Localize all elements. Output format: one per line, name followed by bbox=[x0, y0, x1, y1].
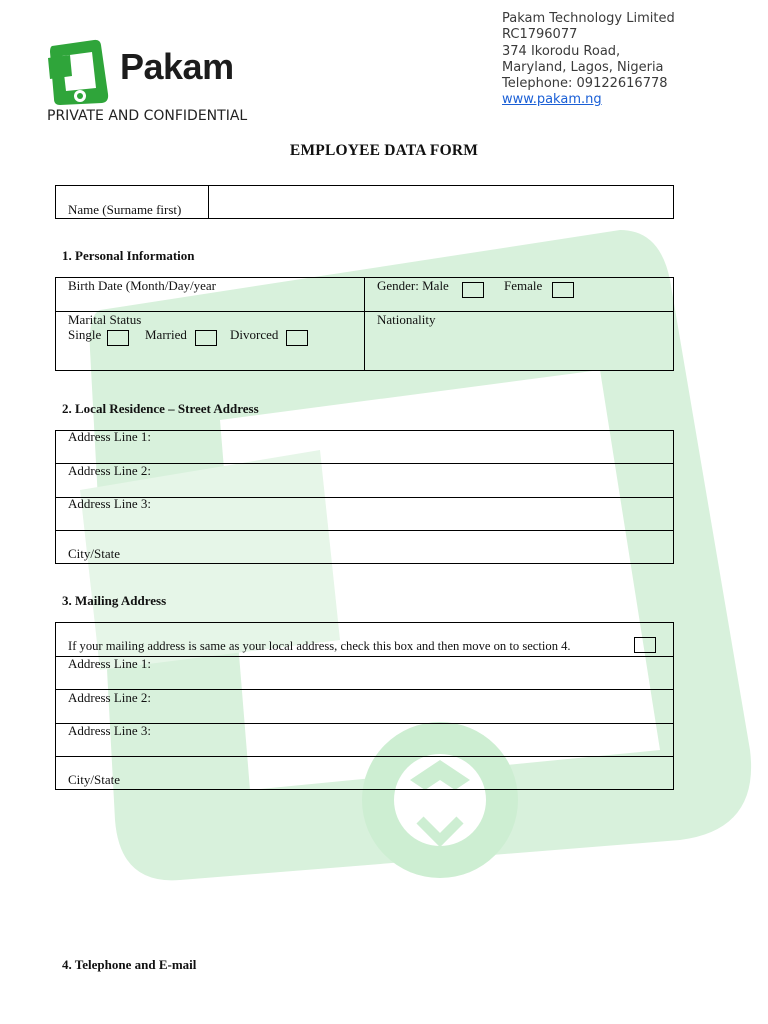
mailing-city-state-field[interactable] bbox=[150, 758, 672, 788]
mailing-address-line1-label: Address Line 1: bbox=[68, 656, 152, 671]
single-checkbox[interactable] bbox=[107, 330, 129, 346]
divider bbox=[55, 756, 674, 757]
gender-male-checkbox[interactable] bbox=[462, 282, 484, 298]
divorced-checkbox[interactable] bbox=[286, 330, 308, 346]
website-link[interactable]: www.pakam.ng bbox=[502, 92, 602, 108]
company-line: 374 Ikorodu Road, bbox=[502, 43, 621, 59]
pakam-bin-logo-icon bbox=[46, 36, 114, 106]
company-line: RC1796077 bbox=[502, 27, 578, 43]
company-info bbox=[502, 11, 675, 109]
married-checkbox[interactable] bbox=[195, 330, 217, 346]
marital-status-label: Marital Status bbox=[68, 312, 142, 327]
mailing-address-line2-field[interactable] bbox=[57, 706, 672, 722]
divider bbox=[364, 277, 365, 371]
divorced-label: Divorced bbox=[230, 327, 279, 342]
company-line: Telephone: 09122616778 bbox=[502, 76, 668, 92]
confidential-label: PRIVATE AND CONFIDENTIAL bbox=[47, 108, 248, 124]
section-personal-title: 1. Personal Information bbox=[62, 248, 195, 263]
section-mailing-address-title: 3. Mailing Address bbox=[62, 593, 167, 608]
nationality-label: Nationality bbox=[377, 312, 436, 327]
mailing-address-line3-field[interactable] bbox=[57, 739, 672, 755]
local-address-line2-field[interactable] bbox=[57, 479, 672, 496]
divider bbox=[208, 185, 209, 219]
section-telephone-email-title: 4. Telephone and E-mail bbox=[62, 957, 197, 972]
mailing-address-line3-label: Address Line 3: bbox=[68, 723, 152, 738]
gender-female-label: Female bbox=[504, 278, 543, 293]
local-address-line3-field[interactable] bbox=[57, 512, 672, 529]
local-address-line1-field[interactable] bbox=[57, 445, 672, 462]
nationality-field[interactable] bbox=[366, 328, 672, 369]
section-local-residence-title: 2. Local Residence – Street Address bbox=[62, 401, 259, 416]
gender-label: Gender: Male bbox=[377, 278, 449, 293]
name-field[interactable] bbox=[210, 187, 672, 217]
birth-date-label: Birth Date (Month/Day/year bbox=[68, 278, 217, 293]
mailing-address-line2-label: Address Line 2: bbox=[68, 690, 152, 705]
mailing-address-line1-field[interactable] bbox=[57, 672, 672, 688]
local-address-line3-label: Address Line 3: bbox=[68, 496, 152, 511]
single-label: Single bbox=[68, 327, 102, 342]
mailing-city-state-label: City/State bbox=[68, 772, 120, 787]
brand-name: Pakam bbox=[120, 46, 234, 87]
same-as-local-checkbox[interactable] bbox=[634, 637, 656, 653]
local-city-state-field[interactable] bbox=[150, 532, 672, 562]
local-address-line1-label: Address Line 1: bbox=[68, 429, 152, 444]
company-line: Maryland, Lagos, Nigeria bbox=[502, 59, 664, 75]
birth-date-field[interactable] bbox=[57, 293, 362, 310]
company-line: Pakam Technology Limited bbox=[502, 11, 675, 26]
same-address-note: If your mailing address is same as your local address, check this box and then move on to section 4. bbox=[68, 639, 571, 653]
form-title: EMPLOYEE DATA FORM bbox=[289, 142, 479, 159]
married-label: Married bbox=[145, 327, 187, 342]
local-address-line2-label: Address Line 2: bbox=[68, 463, 152, 478]
gender-female-checkbox[interactable] bbox=[552, 282, 574, 298]
divider bbox=[55, 530, 674, 531]
local-city-state-label: City/State bbox=[68, 546, 120, 561]
name-label: Name (Surname first) bbox=[68, 202, 182, 217]
